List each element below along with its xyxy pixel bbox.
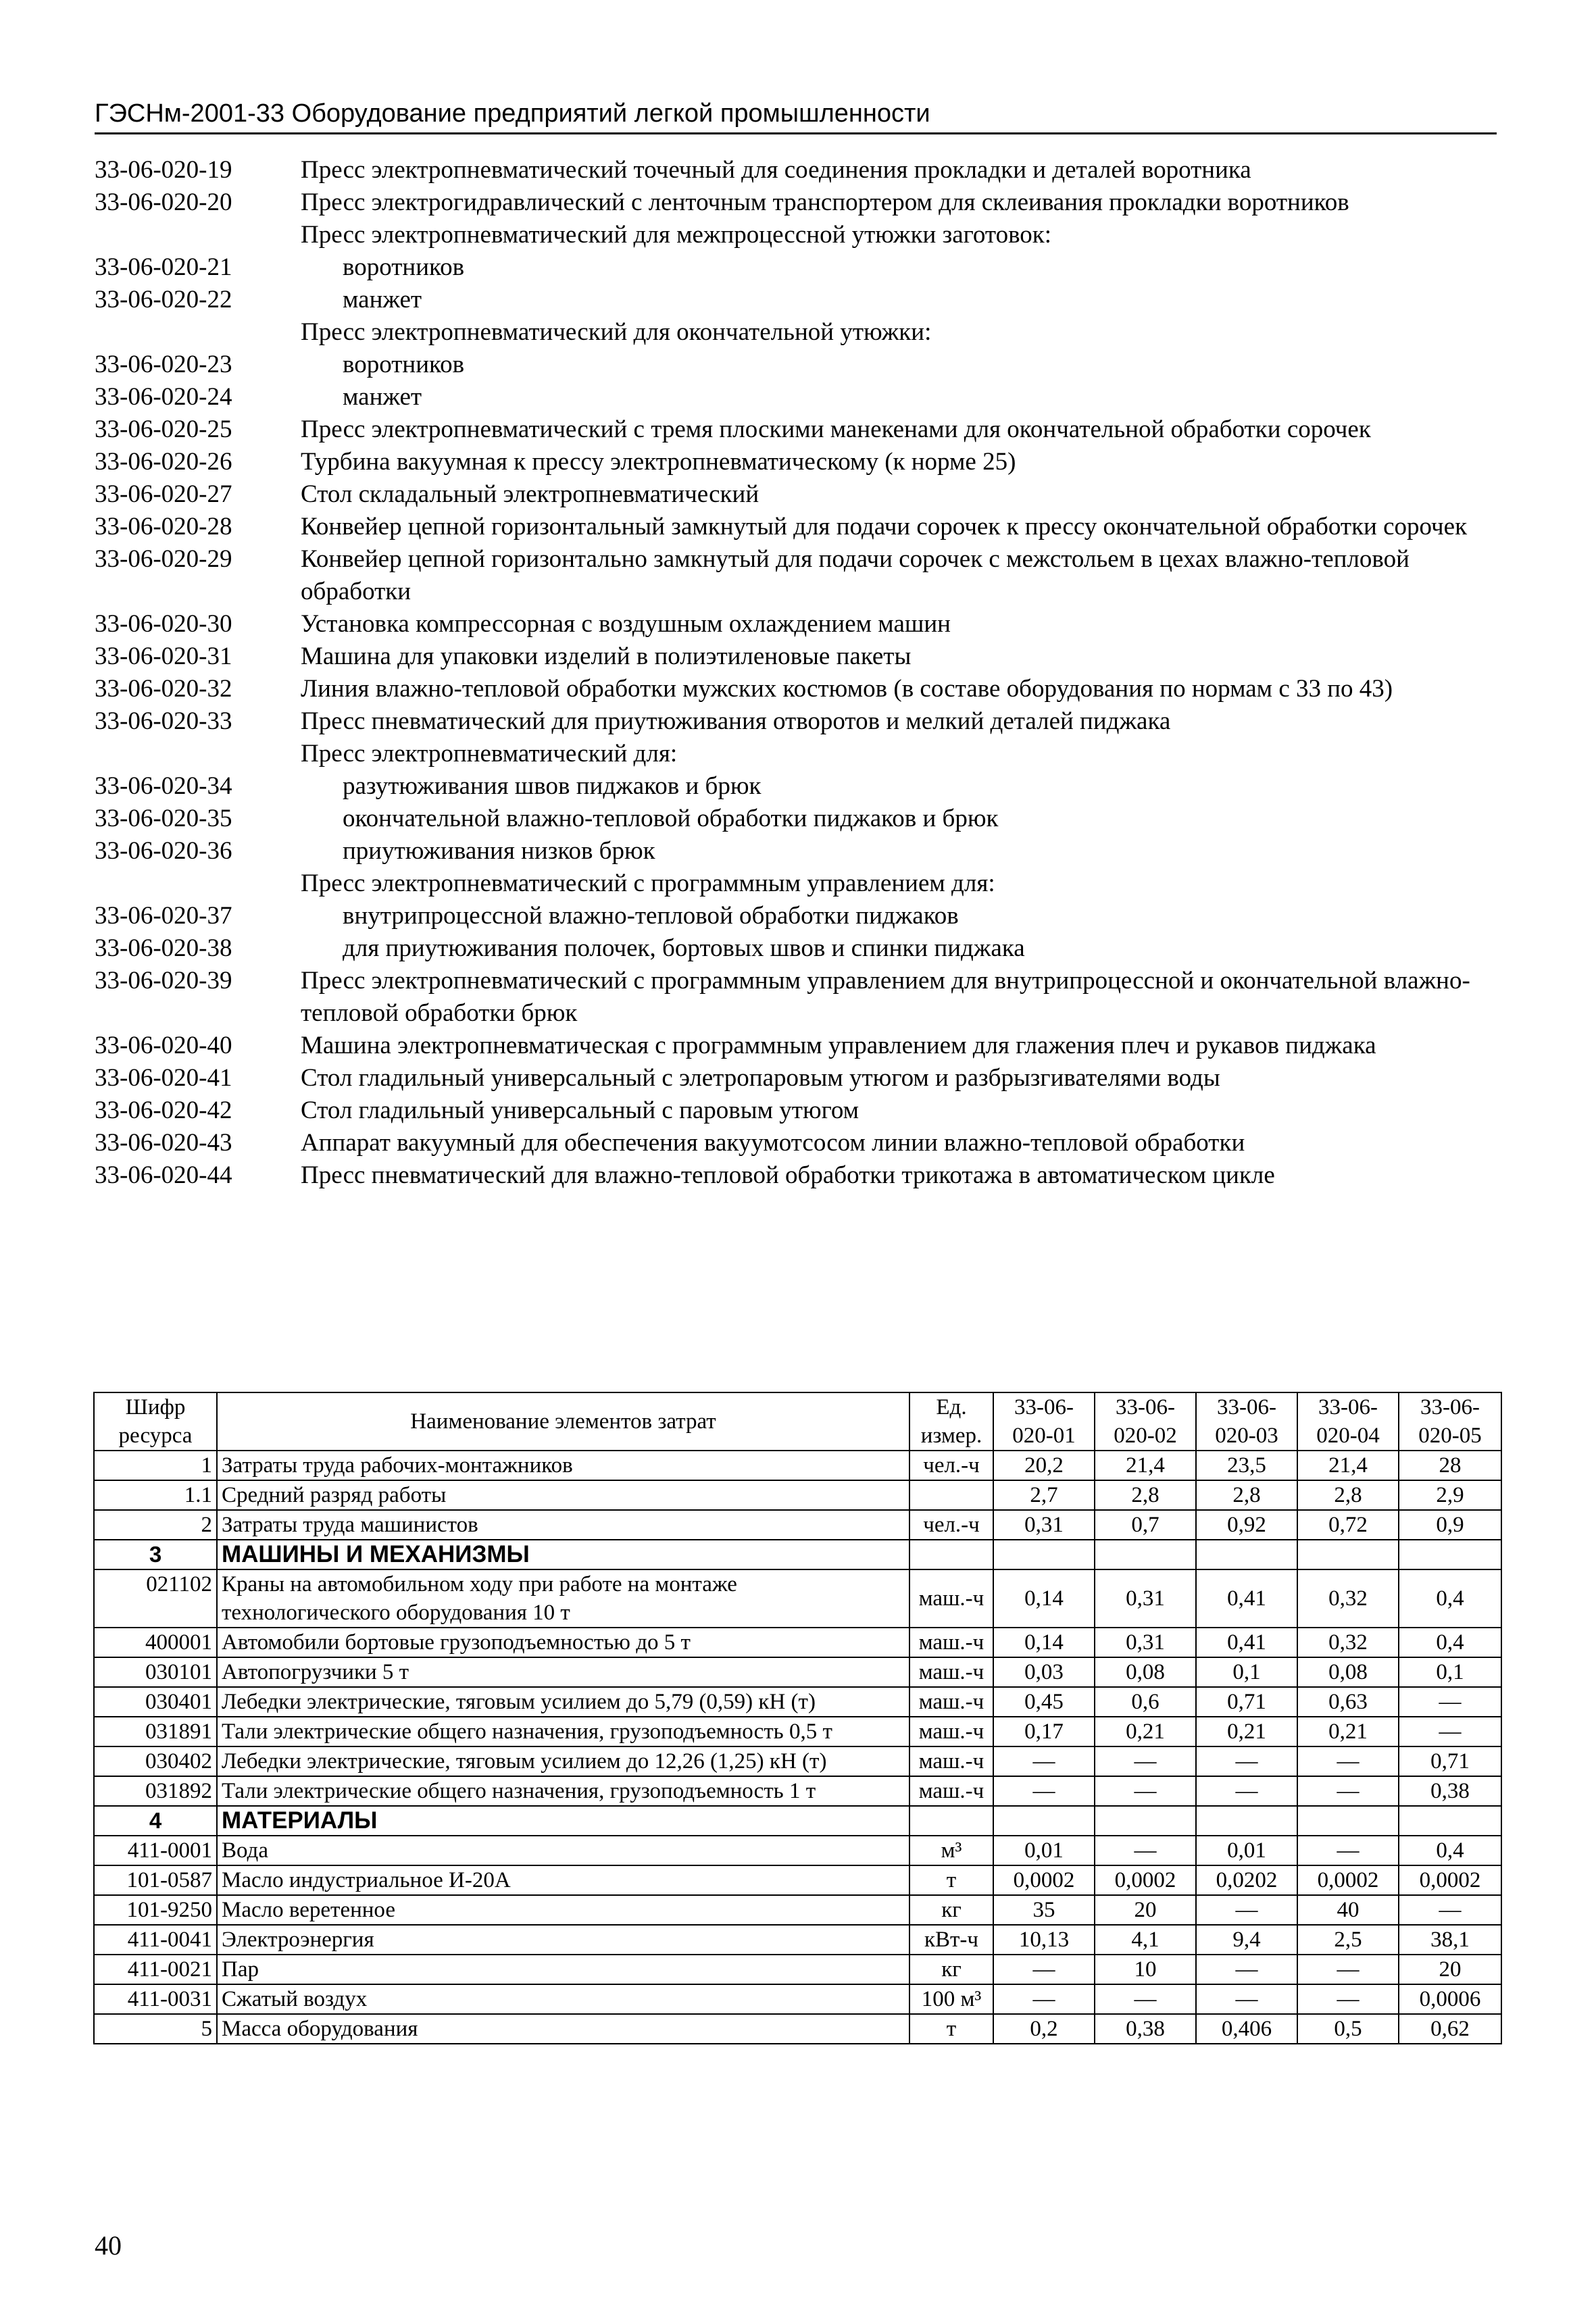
entry-text: Пресс электропневматический с тремя плоскими манекенами для окончательной обработки сорочек	[301, 416, 1371, 443]
value-cell: 0,71	[1399, 1746, 1501, 1776]
table-row	[94, 1569, 1501, 1628]
entry-text: Установка компрессорная с воздушным охлаждением машин	[301, 610, 951, 638]
value-cell: 0,72	[1297, 1510, 1399, 1540]
row-unit: кг	[909, 1955, 993, 1984]
list-entry	[95, 867, 1500, 900]
row-unit: 100 м³	[909, 1984, 993, 2014]
table-row	[94, 1451, 1501, 1480]
value-cell: 35	[993, 1895, 1095, 1925]
value-cell: 20	[1399, 1955, 1501, 1984]
list-entry	[95, 154, 1500, 186]
table-row	[94, 1806, 1501, 1836]
row-unit: маш.-ч	[909, 1657, 993, 1687]
value-cell: —	[1196, 1984, 1297, 2014]
value-cell: 0,32	[1297, 1628, 1399, 1657]
entry-code: 33-06-020-19	[95, 156, 232, 184]
entry-text: Пресс электропневматический для межпроцессной утюжки заготовок:	[301, 221, 1052, 249]
header-unit: Ед. измер.	[909, 1392, 993, 1451]
value-cell: 0,41	[1196, 1569, 1297, 1628]
table-row	[94, 1510, 1501, 1540]
value-cell: 38,1	[1399, 1925, 1501, 1955]
value-cell: —	[1297, 1746, 1399, 1776]
list-entry	[95, 1127, 1500, 1159]
entry-text: Стол складальный электропневматический	[301, 480, 759, 508]
row-unit: чел.-ч	[909, 1510, 993, 1540]
table-row	[94, 1717, 1501, 1746]
section-title: МАШИНЫ И МЕХАНИЗМЫ	[217, 1540, 909, 1569]
value-cell: 0,38	[1399, 1776, 1501, 1806]
value-cell: 0,41	[1196, 1628, 1297, 1657]
row-code: 411-0021	[94, 1955, 217, 1984]
empty-cell	[1095, 1540, 1196, 1569]
header-col: 33-06-020-02	[1095, 1392, 1196, 1451]
row-name: Масло индустриальное И-20А	[217, 1865, 909, 1895]
empty-cell	[909, 1540, 993, 1569]
value-cell: —	[1196, 1746, 1297, 1776]
entry-text: Стол гладильный универсальный с паровым утюгом	[301, 1097, 859, 1124]
list-entry	[95, 673, 1500, 705]
row-code: 031891	[94, 1717, 217, 1746]
entry-text: Пресс электропневматический с программным управлением для внутрипроцессной и окончательной влажно-тепловой обработки брюк	[301, 967, 1470, 1027]
value-cell: 0,92	[1196, 1510, 1297, 1540]
row-unit	[909, 1480, 993, 1510]
list-entry	[95, 705, 1500, 738]
value-cell: 0,0202	[1196, 1865, 1297, 1895]
entry-text: окончательной влажно-тепловой обработки пиджаков и брюк	[343, 805, 999, 832]
row-name: Сжатый воздух	[217, 1984, 909, 2014]
entry-code	[95, 219, 301, 251]
value-cell: 0,01	[1196, 1836, 1297, 1865]
list-entry	[95, 511, 1500, 543]
value-cell: 0,71	[1196, 1687, 1297, 1717]
row-name: Лебедки электрические, тяговым усилием до 5,79 (0,59) кН (т)	[217, 1687, 909, 1717]
entry-text: Пресс пневматический для влажно-тепловой обработки трикотажа в автоматическом цикле	[301, 1161, 1275, 1189]
entry-text: Конвейер цепной горизонтально замкнутый для подачи сорочек с межстольем в цехах влажно-тепловой обработки	[301, 545, 1410, 605]
entry-code: 33-06-020-42	[95, 1097, 232, 1124]
value-cell: 0,14	[993, 1628, 1095, 1657]
entry-text: Стол гладильный универсальный с элетропаровым утюгом и разбрызгивателями воды	[301, 1064, 1220, 1092]
value-cell: 20	[1095, 1895, 1196, 1925]
value-cell: —	[993, 1746, 1095, 1776]
list-entry	[95, 770, 1500, 803]
entry-code: 33-06-020-25	[95, 416, 232, 443]
row-code: 031892	[94, 1776, 217, 1806]
list-entry	[95, 413, 1500, 446]
value-cell: 2,8	[1095, 1480, 1196, 1510]
list-entry	[95, 1095, 1500, 1127]
value-cell: 0,17	[993, 1717, 1095, 1746]
value-cell: —	[1297, 1984, 1399, 2014]
list-entry	[95, 608, 1500, 640]
value-cell: 0,0006	[1399, 1984, 1501, 2014]
row-code: 411-0001	[94, 1836, 217, 1865]
value-cell: 0,08	[1297, 1657, 1399, 1687]
entry-code: 33-06-020-32	[95, 675, 232, 703]
value-cell: —	[1297, 1776, 1399, 1806]
list-entry	[95, 219, 1500, 251]
row-name: Тали электрические общего назначения, грузоподъемность 1 т	[217, 1776, 909, 1806]
entry-text: воротников	[343, 351, 465, 378]
value-cell: 0,45	[993, 1687, 1095, 1717]
header-col: 33-06-020-04	[1297, 1392, 1399, 1451]
value-cell: 0,31	[993, 1510, 1095, 1540]
row-code: 411-0031	[94, 1984, 217, 2014]
header-name: Наименование элементов затрат	[217, 1392, 909, 1451]
entry-code: 33-06-020-31	[95, 643, 232, 670]
value-cell: 0,0002	[1399, 1865, 1501, 1895]
list-entry	[95, 543, 1500, 608]
entry-code: 33-06-020-41	[95, 1064, 232, 1092]
entry-text: Пресс пневматический для приутюживания отворотов и мелкий деталей пиджака	[301, 707, 1171, 735]
entry-code: 33-06-020-21	[95, 253, 232, 281]
value-cell: 0,5	[1297, 2014, 1399, 2044]
entry-code: 33-06-020-37	[95, 902, 232, 930]
value-cell: 0,03	[993, 1657, 1095, 1687]
entry-code: 33-06-020-34	[95, 772, 232, 800]
entry-text: Конвейер цепной горизонтальный замкнутый для подачи сорочек к прессу окончательной обработки сорочек	[301, 513, 1468, 540]
empty-cell	[1297, 1806, 1399, 1836]
entry-text: для приутюживания полочек, бортовых швов и спинки пиджака	[343, 934, 1025, 962]
entry-text: Пресс электропневматический точечный для соединения прокладки и деталей воротника	[301, 156, 1251, 184]
row-code: 5	[94, 2014, 217, 2044]
header-code: Шифр ресурса	[94, 1392, 217, 1451]
value-cell: 0,32	[1297, 1569, 1399, 1628]
row-code: 021102	[94, 1569, 217, 1628]
empty-cell	[993, 1806, 1095, 1836]
row-unit: кг	[909, 1895, 993, 1925]
entry-text: Линия влажно-тепловой обработки мужских костюмов (в составе оборудования по нормам с 33 по 43)	[301, 675, 1393, 703]
empty-cell	[1196, 1540, 1297, 1569]
row-code: 4	[94, 1806, 217, 1836]
value-cell: 0,0002	[993, 1865, 1095, 1895]
entry-text: Машина электропневматическая с программным управлением для глажения плеч и рукавов пиджака	[301, 1032, 1376, 1059]
row-name: Лебедки электрические, тяговым усилием до 12,26 (1,25) кН (т)	[217, 1746, 909, 1776]
entry-text: Машина для упаковки изделий в полиэтиленовые пакеты	[301, 643, 912, 670]
empty-cell	[1196, 1806, 1297, 1836]
value-cell: 0,6	[1095, 1687, 1196, 1717]
header-col: 33-06-020-01	[993, 1392, 1095, 1451]
entry-text: Пресс электропневматический для окончательной утюжки:	[301, 318, 932, 346]
value-cell: 21,4	[1297, 1451, 1399, 1480]
list-entry	[95, 284, 1500, 316]
row-name: Вода	[217, 1836, 909, 1865]
entry-text: Пресс электропневматический для:	[301, 740, 678, 768]
list-entry	[95, 932, 1500, 965]
row-name: Автомобили бортовые грузоподъемностью до 5 т	[217, 1628, 909, 1657]
empty-cell	[1399, 1540, 1501, 1569]
list-entry	[95, 803, 1500, 835]
page-number: 40	[95, 2230, 122, 2261]
row-unit: т	[909, 1865, 993, 1895]
row-unit: маш.-ч	[909, 1776, 993, 1806]
value-cell: 0,21	[1196, 1717, 1297, 1746]
value-cell: 0,38	[1095, 2014, 1196, 2044]
table-row	[94, 1480, 1501, 1510]
page-header: ГЭСНм-2001-33 Оборудование предприятий легкой промышленности	[95, 95, 1497, 134]
value-cell: 2,9	[1399, 1480, 1501, 1510]
row-unit: маш.-ч	[909, 1628, 993, 1657]
value-cell: 0,1	[1196, 1657, 1297, 1687]
table-row	[94, 1925, 1501, 1955]
value-cell: —	[1399, 1717, 1501, 1746]
value-cell: —	[1095, 1746, 1196, 1776]
entry-text: Пресс электропневматический с программным управлением для:	[301, 870, 995, 897]
value-cell: 0,2	[993, 2014, 1095, 2044]
row-name: Затраты труда рабочих-монтажников	[217, 1451, 909, 1480]
value-cell: 4,1	[1095, 1925, 1196, 1955]
row-name: Электроэнергия	[217, 1925, 909, 1955]
entry-code: 33-06-020-20	[95, 188, 232, 216]
value-cell: —	[1297, 1955, 1399, 1984]
list-entry	[95, 1062, 1500, 1095]
value-cell: —	[993, 1776, 1095, 1806]
value-cell: 23,5	[1196, 1451, 1297, 1480]
resource-cost-table	[93, 1392, 1502, 2044]
row-unit: т	[909, 2014, 993, 2044]
list-entry	[95, 381, 1500, 413]
entry-code: 33-06-020-29	[95, 545, 232, 573]
row-name: Тали электрические общего назначения, грузоподъемность 0,5 т	[217, 1717, 909, 1746]
code-list	[95, 154, 1500, 1192]
entry-text: воротников	[343, 253, 465, 281]
table-row	[94, 1746, 1501, 1776]
value-cell: 0,31	[1095, 1628, 1196, 1657]
value-cell: 0,1	[1399, 1657, 1501, 1687]
value-cell: 0,14	[993, 1569, 1095, 1628]
entry-text: манжет	[343, 286, 422, 313]
list-entry	[95, 186, 1500, 219]
entry-text: Пресс электрогидравлический с ленточным транспортером для склеивания прокладки воротников	[301, 188, 1349, 216]
row-unit: маш.-ч	[909, 1687, 993, 1717]
list-entry	[95, 835, 1500, 867]
header-col: 33-06-020-05	[1399, 1392, 1501, 1451]
value-cell: —	[1196, 1776, 1297, 1806]
entry-code	[95, 316, 301, 349]
table-row	[94, 1865, 1501, 1895]
value-cell: —	[1095, 1836, 1196, 1865]
row-name: Масло веретенное	[217, 1895, 909, 1925]
value-cell: 0,31	[1095, 1569, 1196, 1628]
row-name: Краны на автомобильном ходу при работе на монтаже технологического оборудования 10 т	[217, 1569, 909, 1628]
value-cell: 10,13	[993, 1925, 1095, 1955]
value-cell: 0,0002	[1297, 1865, 1399, 1895]
entry-code: 33-06-020-38	[95, 934, 232, 962]
entry-code: 33-06-020-36	[95, 837, 232, 865]
section-title: МАТЕРИАЛЫ	[217, 1806, 909, 1836]
value-cell: 0,4	[1399, 1628, 1501, 1657]
row-code: 1.1	[94, 1480, 217, 1510]
value-cell: 0,406	[1196, 2014, 1297, 2044]
entry-text: манжет	[343, 383, 422, 411]
table-row	[94, 2014, 1501, 2044]
value-cell: 2,8	[1196, 1480, 1297, 1510]
list-entry	[95, 640, 1500, 673]
row-name: Затраты труда машинистов	[217, 1510, 909, 1540]
entry-text: внутрипроцессной влажно-тепловой обработки пиджаков	[343, 902, 959, 930]
entry-code: 33-06-020-26	[95, 448, 232, 476]
row-code: 030101	[94, 1657, 217, 1687]
value-cell: —	[993, 1955, 1095, 1984]
table-row	[94, 1687, 1501, 1717]
value-cell: 0,0002	[1095, 1865, 1196, 1895]
row-code: 1	[94, 1451, 217, 1480]
entry-code: 33-06-020-39	[95, 967, 232, 995]
value-cell: 28	[1399, 1451, 1501, 1480]
list-entry	[95, 1159, 1500, 1192]
row-code: 101-0587	[94, 1865, 217, 1895]
value-cell: 10	[1095, 1955, 1196, 1984]
row-code: 411-0041	[94, 1925, 217, 1955]
value-cell: 0,62	[1399, 2014, 1501, 2044]
entry-text: разутюживания швов пиджаков и брюк	[343, 772, 762, 800]
row-code: 101-9250	[94, 1895, 217, 1925]
row-unit: маш.-ч	[909, 1746, 993, 1776]
value-cell: 2,5	[1297, 1925, 1399, 1955]
row-code: 2	[94, 1510, 217, 1540]
table-row	[94, 1836, 1501, 1865]
entry-code: 33-06-020-33	[95, 707, 232, 735]
empty-cell	[1297, 1540, 1399, 1569]
row-code: 400001	[94, 1628, 217, 1657]
row-code: 030402	[94, 1746, 217, 1776]
list-entry	[95, 478, 1500, 511]
entry-code: 33-06-020-44	[95, 1161, 232, 1189]
value-cell: 0,7	[1095, 1510, 1196, 1540]
entry-code: 33-06-020-35	[95, 805, 232, 832]
value-cell: 0,63	[1297, 1687, 1399, 1717]
entry-code	[95, 738, 301, 770]
row-code: 3	[94, 1540, 217, 1569]
row-code: 030401	[94, 1687, 217, 1717]
value-cell: 0,01	[993, 1836, 1095, 1865]
value-cell: 0,21	[1095, 1717, 1196, 1746]
value-cell: —	[1095, 1776, 1196, 1806]
value-cell: 21,4	[1095, 1451, 1196, 1480]
value-cell: 2,7	[993, 1480, 1095, 1510]
entry-code: 33-06-020-27	[95, 480, 232, 508]
table-row	[94, 1955, 1501, 1984]
entry-code: 33-06-020-28	[95, 513, 232, 540]
row-name: Средний разряд работы	[217, 1480, 909, 1510]
value-cell: 2,8	[1297, 1480, 1399, 1510]
value-cell: —	[993, 1984, 1095, 2014]
value-cell: 40	[1297, 1895, 1399, 1925]
value-cell: —	[1399, 1687, 1501, 1717]
value-cell: 0,9	[1399, 1510, 1501, 1540]
list-entry	[95, 738, 1500, 770]
value-cell: —	[1399, 1895, 1501, 1925]
value-cell: 20,2	[993, 1451, 1095, 1480]
empty-cell	[1399, 1806, 1501, 1836]
entry-code: 33-06-020-24	[95, 383, 232, 411]
list-entry	[95, 316, 1500, 349]
table-row	[94, 1628, 1501, 1657]
table-row	[94, 1540, 1501, 1569]
row-unit: маш.-ч	[909, 1569, 993, 1628]
value-cell: 0,4	[1399, 1836, 1501, 1865]
value-cell: 9,4	[1196, 1925, 1297, 1955]
entry-code: 33-06-020-22	[95, 286, 232, 313]
empty-cell	[993, 1540, 1095, 1569]
entry-code: 33-06-020-40	[95, 1032, 232, 1059]
list-entry	[95, 900, 1500, 932]
table-row	[94, 1657, 1501, 1687]
entry-code: 33-06-020-23	[95, 351, 232, 378]
value-cell: —	[1297, 1836, 1399, 1865]
table-row	[94, 1895, 1501, 1925]
value-cell: 0,08	[1095, 1657, 1196, 1687]
list-entry	[95, 251, 1500, 284]
entry-text: приутюживания низков брюк	[343, 837, 655, 865]
row-name: Масса оборудования	[217, 2014, 909, 2044]
list-entry	[95, 446, 1500, 478]
entry-text: Турбина вакуумная к прессу электропневматическому (к норме 25)	[301, 448, 1016, 476]
entry-code	[95, 867, 301, 900]
value-cell: —	[1095, 1984, 1196, 2014]
entry-code: 33-06-020-30	[95, 610, 232, 638]
entry-text: Аппарат вакуумный для обеспечения вакуумотсосом линии влажно-тепловой обработки	[301, 1129, 1245, 1157]
header-col: 33-06-020-03	[1196, 1392, 1297, 1451]
value-cell: —	[1196, 1895, 1297, 1925]
value-cell: —	[1196, 1955, 1297, 1984]
value-cell: 0,21	[1297, 1717, 1399, 1746]
entry-code: 33-06-020-43	[95, 1129, 232, 1157]
row-unit: м³	[909, 1836, 993, 1865]
row-name: Пар	[217, 1955, 909, 1984]
empty-cell	[1095, 1806, 1196, 1836]
row-unit: кВт-ч	[909, 1925, 993, 1955]
list-entry	[95, 349, 1500, 381]
list-entry	[95, 965, 1500, 1030]
table-row	[94, 1776, 1501, 1806]
list-entry	[95, 1030, 1500, 1062]
empty-cell	[909, 1806, 993, 1836]
value-cell: 0,4	[1399, 1569, 1501, 1628]
row-unit: маш.-ч	[909, 1717, 993, 1746]
row-unit: чел.-ч	[909, 1451, 993, 1480]
table-row	[94, 1984, 1501, 2014]
row-name: Автопогрузчики 5 т	[217, 1657, 909, 1687]
